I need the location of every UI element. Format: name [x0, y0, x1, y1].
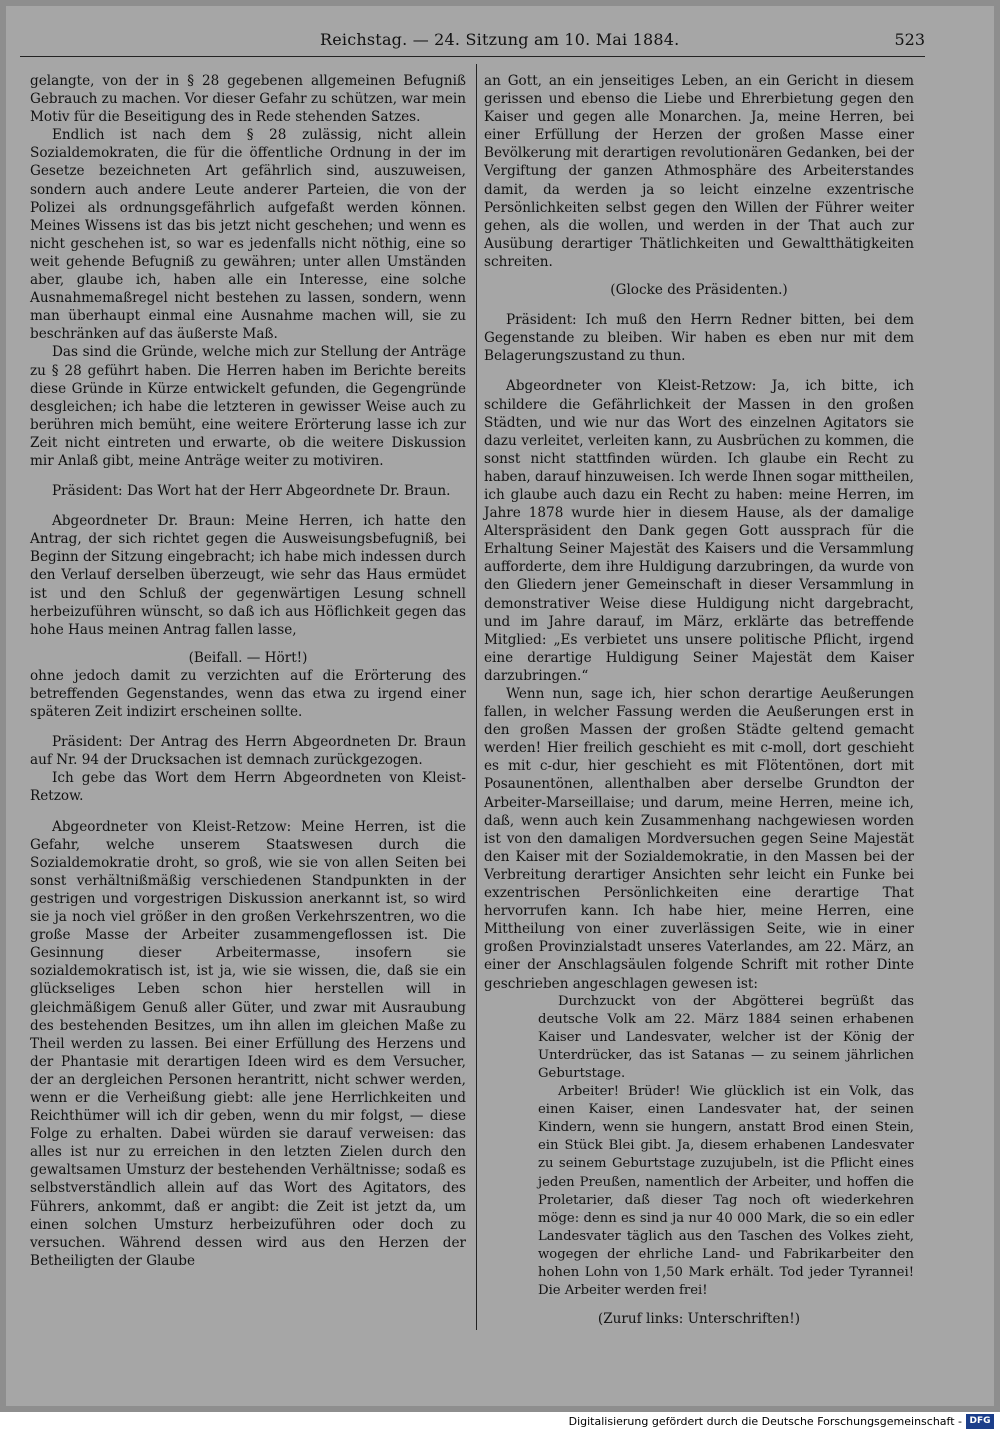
paragraph: ohne jedoch damit zu verzichten auf die Erörterung des betreffenden Gegenstandes, wenn das etwa zu irgend einer späteren Zeit indizirt erscheinen sollte.	[30, 667, 466, 721]
footer-bar	[0, 1412, 1000, 1432]
running-title: Reichstag. — 24. Sitzung am 10. Mai 1884.	[320, 30, 680, 49]
quoted-poster: Durchzuckt von der Abgötterei begrüßt das deutsche Volk am 22. März 1884 seinen erhabenen Kaiser und Landesvater, welcher ist der König der Unterdrücker, das ist Satanas — zu seinem jährlichen Geburtstage.	[538, 993, 914, 1081]
paragraph: Das sind die Gründe, welche mich zur Stellung der Anträge zu § 28 geführt haben. Die Herren haben im Berichte bereits diese Gründe in Kürze entwickelt gefunden, die Gegengründe desgleichen; ich habe die letzteren in gewisser Weise auch zu berühren mich bemüht, eine weitere Erörterung lasse ich zur Zeit nicht eintreten und erwarte, ob die weitere Diskussion mir Anlaß gibt, meine Anträge weiter zu motiviren.	[30, 344, 466, 469]
paragraph: Endlich ist nach dem § 28 zulässig, nicht allein Sozialdemokraten, die für die öffentliche Ordnung in der im Gesetze bezeichneten Art gefährlich sind, auszuweisen, sondern auch andere Leute anderer Parteien, die von der Polizei als ordnungsgefährlich aufgefaßt werden können. Meines Wissens ist das bis jetzt nicht geschehen; und wenn es nicht geschehen ist, so war es jedenfalls nicht nöthig, eine so weit gehende Befugniß zu gewähren; unter allen Umständen aber, glaube ich, haben alle ein Interesse, eine solche Ausnahmemaßregel nicht bestehen zu lassen, sondern, wenn man überhaupt einmal eine Ausnahme machen will, sie zu beschränken auf das äußerste Maß.	[30, 127, 466, 343]
interjection: (Glocke des Präsidenten.)	[610, 282, 788, 299]
speech-president: Präsident: Der Antrag des Herrn Abgeordneten Dr. Braun auf Nr. 94 der Drucksachen ist demnach zurückgezogen.	[30, 734, 466, 769]
speech-president: Präsident: Ich muß den Herrn Redner bitten, bei dem Gegenstande zu bleiben. Wir haben es eben nur mit dem Belagerungszustand zu thun.	[484, 312, 914, 365]
paragraph: gelangte, von der in § 28 gegebenen allgemeinen Befugniß Gebrauch zu machen. Vor dieser Gefahr zu schützen, war mein Motiv für die Beseitigung des in Rede stehenden Satzes.	[30, 73, 466, 126]
paragraph: Ich gebe das Wort dem Herrn Abgeordneten von Kleist-Retzow.	[30, 770, 466, 805]
paragraph: Wenn nun, sage ich, hier schon derartige Aeußerungen fallen, in welcher Fassung werden die Aeußerungen erst in den großen Massen der großen Städte geltend gemacht werden! Hier freilich geschieht es mit c-moll, dort geschieht es mit c-dur, hier geschieht es mit Flötentönen, dort mit Posaunentönen, allenthalben aber derselbe Grundton der Arbeiter-Marseillaise; und darum, meine Herren, meine ich, daß, wenn auch kein Zusammenhang nachgewiesen worden ist von den damaligen Mordversuchen gegen Seine Majestät den Kaiser mit der Sozialdemokratie, in den Massen bei der Verbreitung derartiger Ansichten sehr leicht ein Funke bei exzentrischen Persönlichkeiten eine derartige That hervorrufen kann. Ich habe hier, meine Herren, eine Mittheilung von einer zuverlässigen Seite, wie in einer großen Provinzialstadt unseres Vaterlandes, am 22. März, an einer der Anschlagsäulen folgende Schrift mit rother Dinte geschrieben angeschlagen gewesen ist:	[484, 686, 914, 992]
paragraph: an Gott, an ein jenseitiges Leben, an ein Gericht in diesem gerissen und ebenso die Liebe und Ehrerbietung gegen den Kaiser und gegen alle Monarchen. Ja, meine Herren, bei einer Erfüllung der Herzen der großen Masse einer Bevölkerung mit derartigen revolutionären Gedanken, bei der Vergiftung der ganzen Athmosphäre des Arbeiterstandes damit, da werden ja so leicht einzelne exzentrische Persönlichkeiten selbst gegen den Willen der Führer weiter gehen, als die wollen, und werden in der That auch zur Ausübung derartiger Thätlichkeiten und Gewaltthätigkeiten schreiten.	[484, 73, 914, 270]
interjection: (Beifall. — Hört!)	[188, 649, 308, 666]
speech-braun: Abgeordneter Dr. Braun: Meine Herren, ich hatte den Antrag, der sich richtet gegen die Ausweisungsbefugniß, bei Beginn der Sitzung eingebracht; ich habe mich indessen durch den Verlauf derselben überzeugt, wie sehr das Haus ermüdet ist und den Schluß der gegenwärtigen Lesung schnell herbeizuführen wünscht, so daß ich aus Höflichkeit gegen das hohe Haus meinen Antrag fallen lasse,	[30, 513, 466, 638]
page-number: 523	[894, 30, 925, 49]
left-column	[30, 72, 466, 1270]
speech-kleist-retzow: Abgeordneter von Kleist-Retzow: Meine Herren, ist die Gefahr, welche unserem Staatswesen durch die Sozialdemokratie droht, so groß, wie sie von allen Seiten bei sonst verhältnißmäßig verschiedenen Standpunkten in der gestrigen und vorgestrigen Diskussion anerkannt ist, so wird sie ja noch viel größer in den großen Verkehrszentren, wo die große Masse der Arbeiter zusammengeflossen ist. Die Gesinnung dieser Arbeitermasse, insofern sie sozialdemokratisch ist, ist ja, wie sie wissen, die, daß sie ein glückseliges Leben schon hier herstellen will in gleichmäßigem Genuß aller Güter, und zwar mit Ausraubung des bestehenden Besitzes, um ihn allen im gleichen Maße zu Theil werden zu lassen. Bei einer Erfüllung des Herzens und der Phantasie mit derartigen Ideen wird es dem Versucher, der an dergleichen Personen herantritt, nicht schwer werden, wenn er die Verheißung giebt: alle jene Herrlichkeiten und Reichthümer will ich dir geben, wenn du mir folgst, — diese Folge zu erhalten. Dabei würden sie darauf verweisen: das alles ist nur zu erreichen in den letzten Zielen durch den gewaltsamen Umsturz der bestehenden Verhältnisse; sodaß es selbstverständlich allein auf das Wort des Agitators, des Führers, ankommt, daß er angibt: die Zeit ist jetzt da, um einen solchen Umsturz herbeizuführen oder doch zu versuchen. Während dessen wird aus den Herzen der Betheiligten der Glaube	[30, 818, 466, 1269]
interjection: (Zuruf links: Unterschriften!)	[597, 1311, 801, 1328]
page-header	[20, 30, 925, 54]
digitization-credit: Digitalisierung gefördert durch die Deutsche Forschungsgemeinschaft -	[568, 1415, 962, 1428]
column-divider	[476, 64, 477, 1330]
dfg-logo: DFG	[966, 1414, 994, 1429]
header-rule	[20, 56, 925, 57]
quoted-poster: Arbeiter! Brüder! Wie glücklich ist ein Volk, das einen Kaiser, einen Landesvater hat, der seinen Kindern, wenn sie hungern, anstatt Brod einen Stein, ein Stück Blei gibt. Ja, diesem erhabenen Landesvater zu seinem Geburtstage zuzujubeln, ist die Pflicht eines jeden Preußen, namentlich der Arbeiter, und hoffen die Proletarier, daß dieser Tag noch oft wiederkehren möge: denn es sind ja nur 40 000 Mark, die so ein edler Landesvater täglich aus den Taschen des Volkes zieht, wogegen der ehrliche Land- und Fabrikarbeiter den hohen Lohn von 1,50 Mark erhält. Tod jeder Tyrannei! Die Arbeiter werden frei!	[538, 1084, 914, 1299]
speech-president: Präsident: Das Wort hat der Herr Abgeordnete Dr. Braun.	[52, 483, 451, 500]
speech-kleist-retzow: Abgeordneter von Kleist-Retzow: Ja, ich bitte, ich schildere die Gefährlichkeit der Massen in den großen Städten, und wie nur das Wort des einzelnen Agitators sie dazu verleitet, verleiten kann, zu Ausbrüchen zu kommen, die sonst nicht stattfinden würden. Ich glaube ein Recht zu haben, darauf hinzuweisen. Ich werde Ihnen sogar mittheilen, ich glaube auch dazu ein Recht zu haben: meine Herren, im Jahre 1878 wurde hier in diesem Hause, als der damalige Alterspräsident den Dank gegen Gott aussprach für die Erhaltung Seiner Majestät des Kaisers und die Versammlung aufforderte, dem ihre Huldigung darzubringen, da wurde von den Gliedern jener Gemeinschaft in dieser Versammlung in demonstrativer Weise diese Huldigung nicht dargebracht, und im Jahre darauf, im März, erklärte das betreffende Mitglied: „Es verbietet uns unsere politische Pflicht, irgend eine derartige Huldigung Seiner Majestät dem Kaiser darzubringen.“	[484, 378, 914, 684]
right-column	[484, 72, 914, 1328]
